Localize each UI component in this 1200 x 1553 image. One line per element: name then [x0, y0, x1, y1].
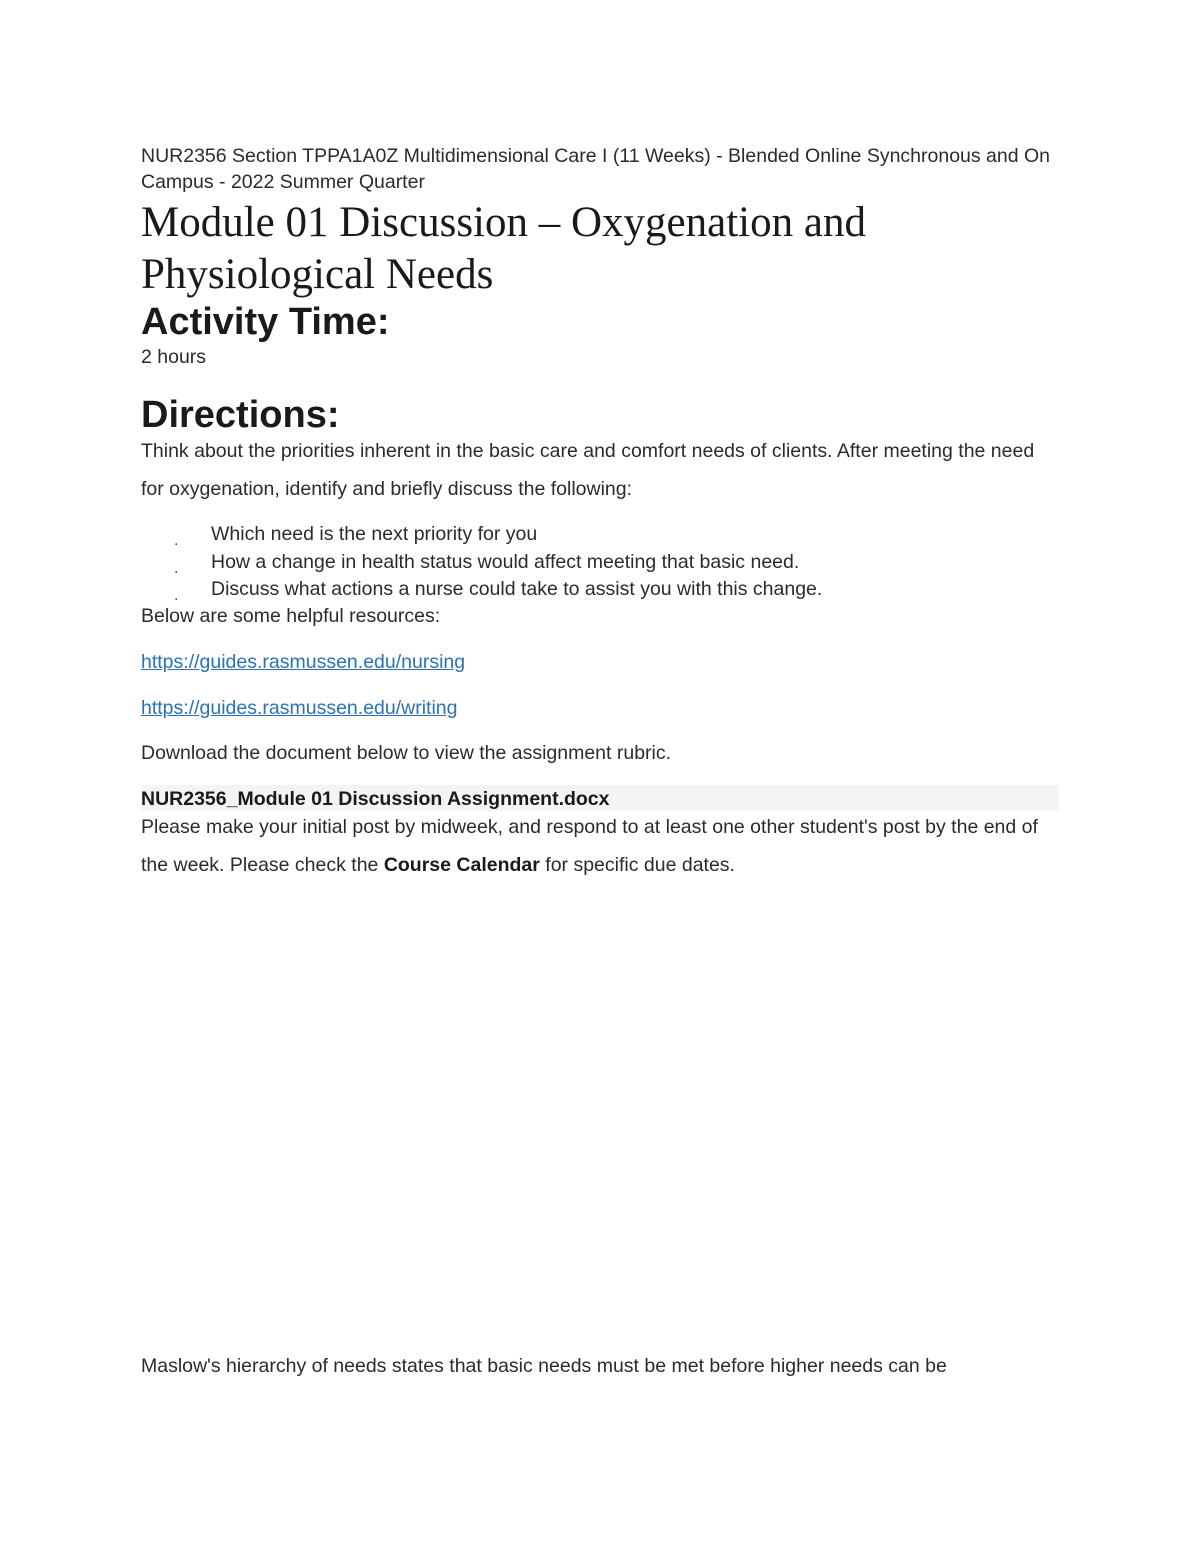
- maslow-paragraph: Maslow's hierarchy of needs states that basic needs must be met before higher needs can be: [141, 1355, 947, 1377]
- course-calendar-label: Course Calendar: [383, 854, 540, 876]
- bullet-marker: .: [174, 559, 179, 577]
- activity-time-heading: Activity Time:: [141, 301, 390, 343]
- course-header: NUR2356 Section TPPA1A0Z Multidimensional Care I (11 Weeks) - Blended Online Synchronous and On Campus - 2022 Summer Quarter: [141, 145, 1051, 193]
- directions-intro: Think about the priorities inherent in the basic care and comfort needs of clients. After meeting the need for oxygenation, identify and briefly discuss the following:: [141, 440, 1035, 500]
- download-instructions: Download the document below to view the assignment rubric.: [141, 742, 672, 764]
- page-title: Module 01 Discussion – Oxygenation and Physiological Needs: [141, 199, 866, 298]
- resources-intro: Below are some helpful resources:: [141, 605, 441, 627]
- list-item-text: Discuss what actions a nurse could take to assist you with this change.: [211, 578, 823, 600]
- list-item-text: How a change in health status would affect meeting that basic need.: [211, 550, 800, 573]
- attachment-file-name[interactable]: NUR2356_Module 01 Discussion Assignment.docx: [141, 788, 610, 810]
- directions-heading: Directions:: [141, 394, 340, 436]
- list-item: [141, 521, 1041, 549]
- list-item: [141, 549, 1041, 577]
- nursing-guide-link[interactable]: https://guides.rasmussen.edu/nursing: [141, 651, 466, 673]
- activity-time-value: 2 hours: [141, 346, 207, 368]
- bullet-marker: .: [174, 587, 179, 604]
- post-instructions: [141, 808, 1061, 884]
- bullet-marker: .: [174, 532, 179, 549]
- list-item: [141, 576, 1041, 604]
- directions-list: [141, 521, 1041, 604]
- list-item-text: Which need is the next priority for you: [211, 523, 538, 545]
- post-instructions-text: Please make your initial post by midweek, and respond to at least one other student's post by the end of the week. Please check the: [141, 816, 1038, 876]
- writing-guide-link[interactable]: https://guides.rasmussen.edu/writing: [141, 697, 458, 719]
- post-instructions-tail: for specific due dates.: [539, 854, 735, 876]
